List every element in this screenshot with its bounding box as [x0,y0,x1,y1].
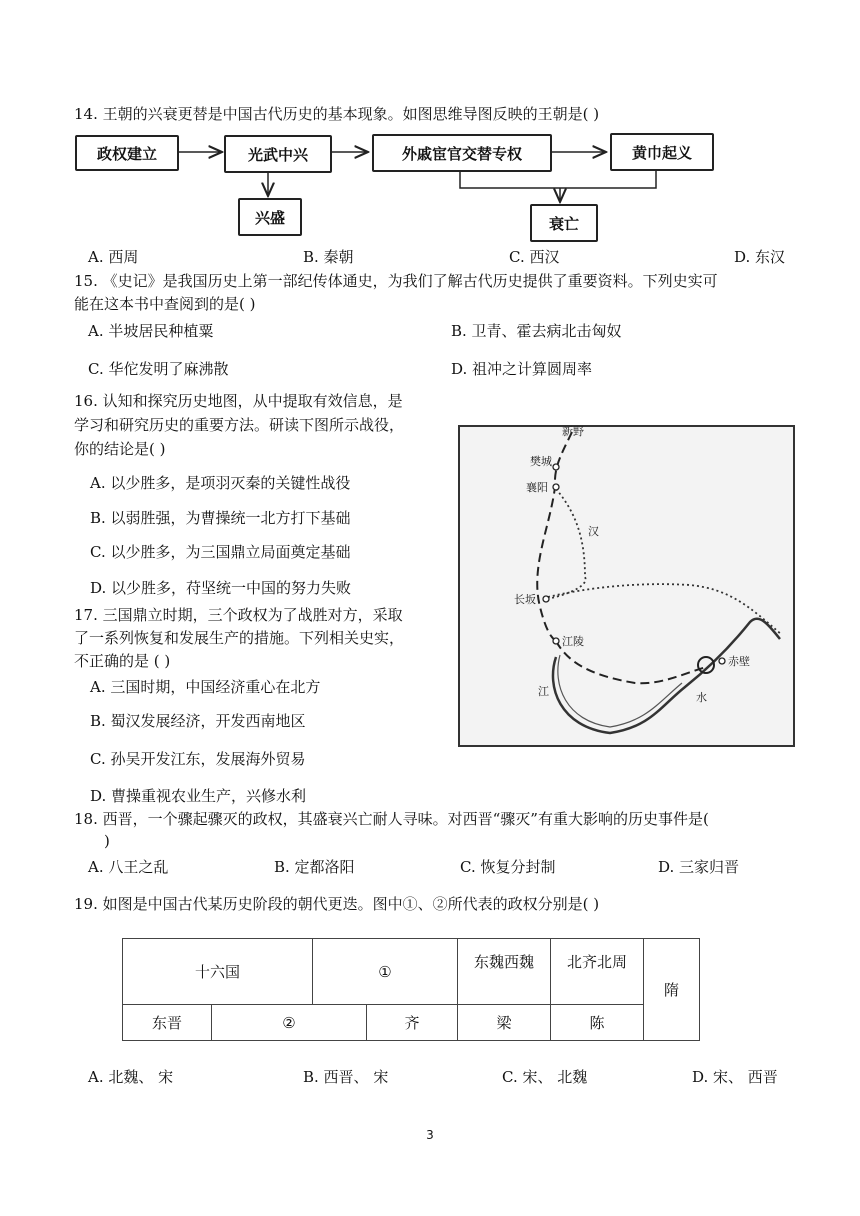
dynasty-table [122,938,700,1041]
node-yellow-turban: 黄巾起义 [610,133,714,171]
cell-liang: 梁 [458,1005,551,1041]
q16-option-a[interactable]: A. 以少胜多，是项羽灭秦的关键性战役 [90,474,351,492]
q18-option-d[interactable]: D. 三家归晋 [658,858,740,876]
cell-placeholder-2: ② [212,1005,367,1041]
q15-stem-line1: 15. 《史记》是我国历史上第一部纪传体通史，为我们了解古代历史提供了重要资料。下列史实可 [74,272,718,290]
map-label-han: 汉 [588,525,599,538]
q19-option-d[interactable]: D. 宋、 西晋 [692,1068,778,1086]
q15-option-c[interactable]: C. 华佗发明了麻沸散 [88,360,229,378]
q16-stem-line2: 学习和研究历史的重要方法。研读下图所示战役， [74,416,405,434]
map-label-xiangyang: 襄阳 [526,481,548,494]
q14-option-d[interactable]: D. 东汉 [734,248,786,266]
q14-option-b[interactable]: B. 秦朝 [303,248,354,266]
map-label-jiang: 江 [538,685,549,698]
cell-northern-qi-zhou: 北齐北周 [551,939,644,1005]
q17-option-d[interactable]: D. 曹操重视农业生产，兴修水利 [90,787,307,805]
q15-option-a[interactable]: A. 半坡居民种植粟 [88,322,214,340]
node-prosperity: 兴盛 [238,198,302,236]
q16-option-c[interactable]: C. 以少胜多，为三国鼎立局面奠定基础 [90,543,351,561]
battle-map-routes [460,427,793,745]
q19-option-c[interactable]: C. 宋、 北魏 [502,1068,588,1086]
q16-stem-line3: 你的结论是( ) [74,440,166,458]
q19-option-b[interactable]: B. 西晋、 宋 [303,1068,389,1086]
map-label-xinye: 新野 [562,425,584,438]
map-label-fancheng: 樊城 [530,455,552,468]
node-guangwu-revival: 光武中兴 [224,135,332,173]
map-label-shui: 水 [696,691,707,704]
node-regime-founded: 政权建立 [75,135,179,171]
q14-option-a[interactable]: A. 西周 [88,248,139,266]
q18-option-a[interactable]: A. 八王之乱 [88,858,169,876]
q17-option-b[interactable]: B. 蜀汉发展经济，开发西南地区 [90,712,306,730]
cell-chen: 陈 [551,1005,644,1041]
cell-qi: 齐 [367,1005,458,1041]
map-label-jiangling: 江陵 [562,635,584,648]
node-consort-eunuch-power: 外戚宦官交替专权 [372,134,552,172]
map-label-changban: 长坂 [514,593,536,606]
cell-east-west-wei: 东魏西魏 [458,939,551,1005]
q19-option-a[interactable]: A. 北魏、 宋 [88,1068,174,1086]
q15-option-d[interactable]: D. 祖冲之计算圆周率 [451,360,593,378]
q17-option-c[interactable]: C. 孙吴开发江东，发展海外贸易 [90,750,306,768]
page-number: 3 [426,1128,434,1142]
cell-placeholder-1: ① [313,939,458,1005]
q16-option-b[interactable]: B. 以弱胜强，为曹操统一北方打下基础 [90,509,351,527]
map-label-chibi: 赤壁 [728,655,750,668]
cell-sui: 隋 [644,939,700,1041]
q18-option-c[interactable]: C. 恢复分封制 [460,858,556,876]
q19-stem: 19. 如图是中国古代某历史阶段的朝代更迭。图中①、②所代表的政权分别是( ) [74,895,600,913]
q17-stem-line2: 了一系列恢复和发展生产的措施。下列相关史实， [74,629,405,647]
q17-stem-line1: 17. 三国鼎立时期，三个政权为了战胜对方，采取 [74,606,403,624]
cell-eastern-jin: 东晋 [123,1005,212,1041]
q15-stem-line2: 能在这本书中查阅到的是( ) [74,295,256,313]
q14-option-c[interactable]: C. 西汉 [509,248,560,266]
mindmap-arrows [0,0,860,260]
q17-option-a[interactable]: A. 三国时期，中国经济重心在北方 [90,678,321,696]
node-decline: 衰亡 [530,204,598,242]
q16-option-d[interactable]: D. 以少胜多，苻坚统一中国的努力失败 [90,579,352,597]
battle-map [458,425,795,747]
q14-stem: 14. 王朝的兴衰更替是中国古代历史的基本现象。如图思维导图反映的王朝是( ) [74,105,600,123]
q18-stem-line1: 18. 西晋，一个骤起骤灭的政权，其盛衰兴亡耐人寻味。对西晋“骤灭”有重大影响的历史事件是( [74,810,709,828]
cell-sixteen-kingdoms: 十六国 [123,939,313,1005]
q18-stem-line2: ) [104,832,110,850]
q16-stem-line1: 16. 认知和探究历史地图，从中提取有效信息，是 [74,392,403,410]
q17-stem-line3: 不正确的是 ( ) [74,652,171,670]
q18-option-b[interactable]: B. 定都洛阳 [274,858,355,876]
q15-option-b[interactable]: B. 卫青、霍去病北击匈奴 [451,322,622,340]
